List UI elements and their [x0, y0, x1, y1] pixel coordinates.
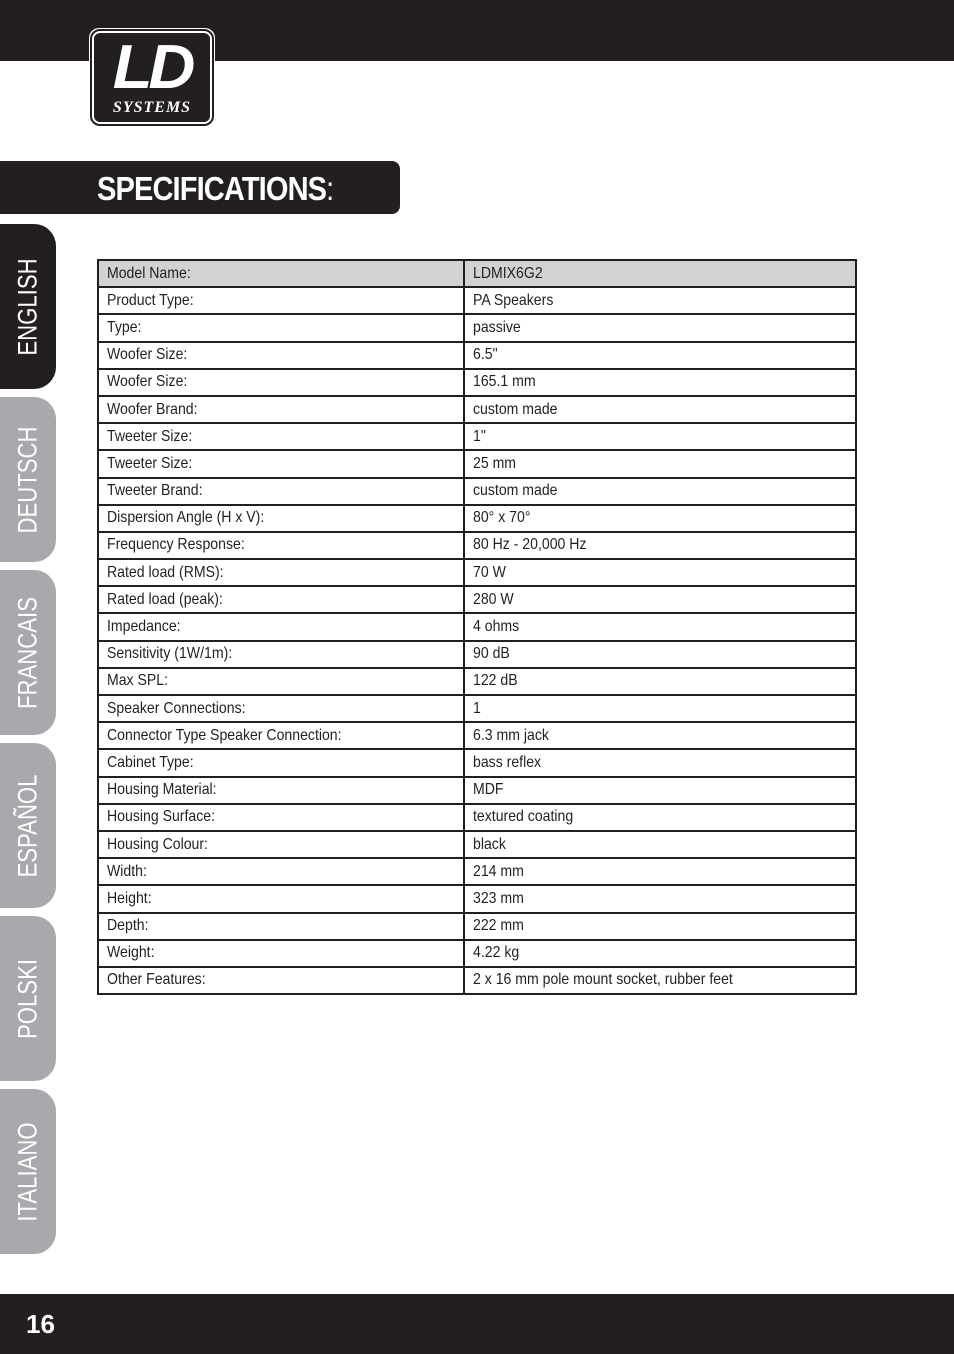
table-row: [98, 913, 856, 940]
tab-label: ENGLISH: [12, 257, 43, 356]
table-row: [98, 668, 856, 695]
spec-label: Frequency Response:: [98, 532, 464, 559]
spec-label: Housing Colour:: [98, 831, 464, 858]
table-row: [98, 559, 856, 586]
spec-label: Woofer Size:: [98, 342, 464, 369]
spec-value: textured coating: [464, 804, 856, 831]
table-row: [98, 749, 856, 776]
spec-value: 214 mm: [464, 858, 856, 885]
spec-label: Dispersion Angle (H x V):: [98, 505, 464, 532]
page-title-colon: :: [326, 170, 334, 207]
table-row: [98, 858, 856, 885]
table-row: [98, 478, 856, 505]
spec-value: 4.22 kg: [464, 940, 856, 967]
table-header-row: [98, 260, 856, 287]
spec-value: LDMIX6G2: [464, 260, 856, 287]
page-number: 16: [26, 1309, 55, 1339]
spec-label: Tweeter Size:: [98, 423, 464, 450]
table-row: [98, 342, 856, 369]
tab-francais[interactable]: [0, 570, 56, 735]
spec-value: 80° x 70°: [464, 505, 856, 532]
table-row: [98, 532, 856, 559]
spec-label: Rated load (peak):: [98, 586, 464, 613]
table-row: [98, 287, 856, 314]
spec-label: Housing Material:: [98, 777, 464, 804]
table-row: [98, 314, 856, 341]
ld-systems-logo: [89, 28, 215, 127]
spec-value: passive: [464, 314, 856, 341]
spec-value: 25 mm: [464, 450, 856, 477]
table-row: [98, 831, 856, 858]
spec-value: 4 ohms: [464, 613, 856, 640]
spec-label: Max SPL:: [98, 668, 464, 695]
tab-english[interactable]: [0, 224, 56, 389]
page-title: [97, 169, 333, 209]
logo-text: LD: [112, 33, 192, 102]
bottom-bar: [0, 1294, 954, 1354]
spec-value: 6.5": [464, 342, 856, 369]
spec-label: Tweeter Brand:: [98, 478, 464, 505]
tab-label: FRANCAIS: [12, 596, 43, 709]
spec-label: Product Type:: [98, 287, 464, 314]
spec-label: Speaker Connections:: [98, 695, 464, 722]
spec-label: Type:: [98, 314, 464, 341]
spec-value: 2 x 16 mm pole mount socket, rubber feet: [464, 967, 856, 994]
page-title-text: SPECIFICATIONS: [97, 170, 327, 207]
spec-label: Height:: [98, 885, 464, 912]
spec-label: Woofer Size:: [98, 369, 464, 396]
table-row: [98, 722, 856, 749]
table-row: [98, 613, 856, 640]
spec-label: Connector Type Speaker Connection:: [98, 722, 464, 749]
spec-value: PA Speakers: [464, 287, 856, 314]
spec-value: black: [464, 831, 856, 858]
tab-label: DEUTSCH: [12, 425, 43, 534]
spec-label: Impedance:: [98, 613, 464, 640]
table-row: [98, 369, 856, 396]
spec-label: Depth:: [98, 913, 464, 940]
table-row: [98, 396, 856, 423]
tab-polski[interactable]: [0, 916, 56, 1081]
spec-value: 165.1 mm: [464, 369, 856, 396]
table-row: [98, 940, 856, 967]
spec-label: Woofer Brand:: [98, 396, 464, 423]
spec-value: 222 mm: [464, 913, 856, 940]
table-row: [98, 641, 856, 668]
spec-value: MDF: [464, 777, 856, 804]
title-bar: [0, 161, 400, 214]
spec-value: 1: [464, 695, 856, 722]
spec-value: custom made: [464, 396, 856, 423]
tab-label: ITALIANO: [12, 1121, 43, 1222]
spec-label: Rated load (RMS):: [98, 559, 464, 586]
spec-value: 80 Hz - 20,000 Hz: [464, 532, 856, 559]
spec-label: Housing Surface:: [98, 804, 464, 831]
table-row: [98, 695, 856, 722]
logo-subtext: SYSTEMS: [112, 99, 192, 116]
table-row: [98, 586, 856, 613]
spec-value: bass reflex: [464, 749, 856, 776]
spec-label: Sensitivity (1W/1m):: [98, 641, 464, 668]
spec-value: 122 dB: [464, 668, 856, 695]
spec-value: 6.3 mm jack: [464, 722, 856, 749]
spec-value: 70 W: [464, 559, 856, 586]
spec-label: Model Name:: [98, 260, 464, 287]
specifications-table: [97, 259, 857, 995]
table-row: [98, 967, 856, 994]
spec-label: Weight:: [98, 940, 464, 967]
tab-italiano[interactable]: [0, 1089, 56, 1254]
spec-label: Tweeter Size:: [98, 450, 464, 477]
table-row: [98, 423, 856, 450]
tab-label: POLSKI: [12, 958, 43, 1039]
spec-value: custom made: [464, 478, 856, 505]
table-row: [98, 885, 856, 912]
tab-deutsch[interactable]: [0, 397, 56, 562]
spec-label: Width:: [98, 858, 464, 885]
tab-espanol[interactable]: [0, 743, 56, 908]
spec-label: Cabinet Type:: [98, 749, 464, 776]
spec-label: Other Features:: [98, 967, 464, 994]
table-row: [98, 804, 856, 831]
spec-value: 1": [464, 423, 856, 450]
spec-value: 280 W: [464, 586, 856, 613]
table-row: [98, 777, 856, 804]
spec-value: 323 mm: [464, 885, 856, 912]
table-row: [98, 450, 856, 477]
spec-value: 90 dB: [464, 641, 856, 668]
table-row: [98, 505, 856, 532]
tab-label: ESPAÑOL: [12, 774, 43, 877]
